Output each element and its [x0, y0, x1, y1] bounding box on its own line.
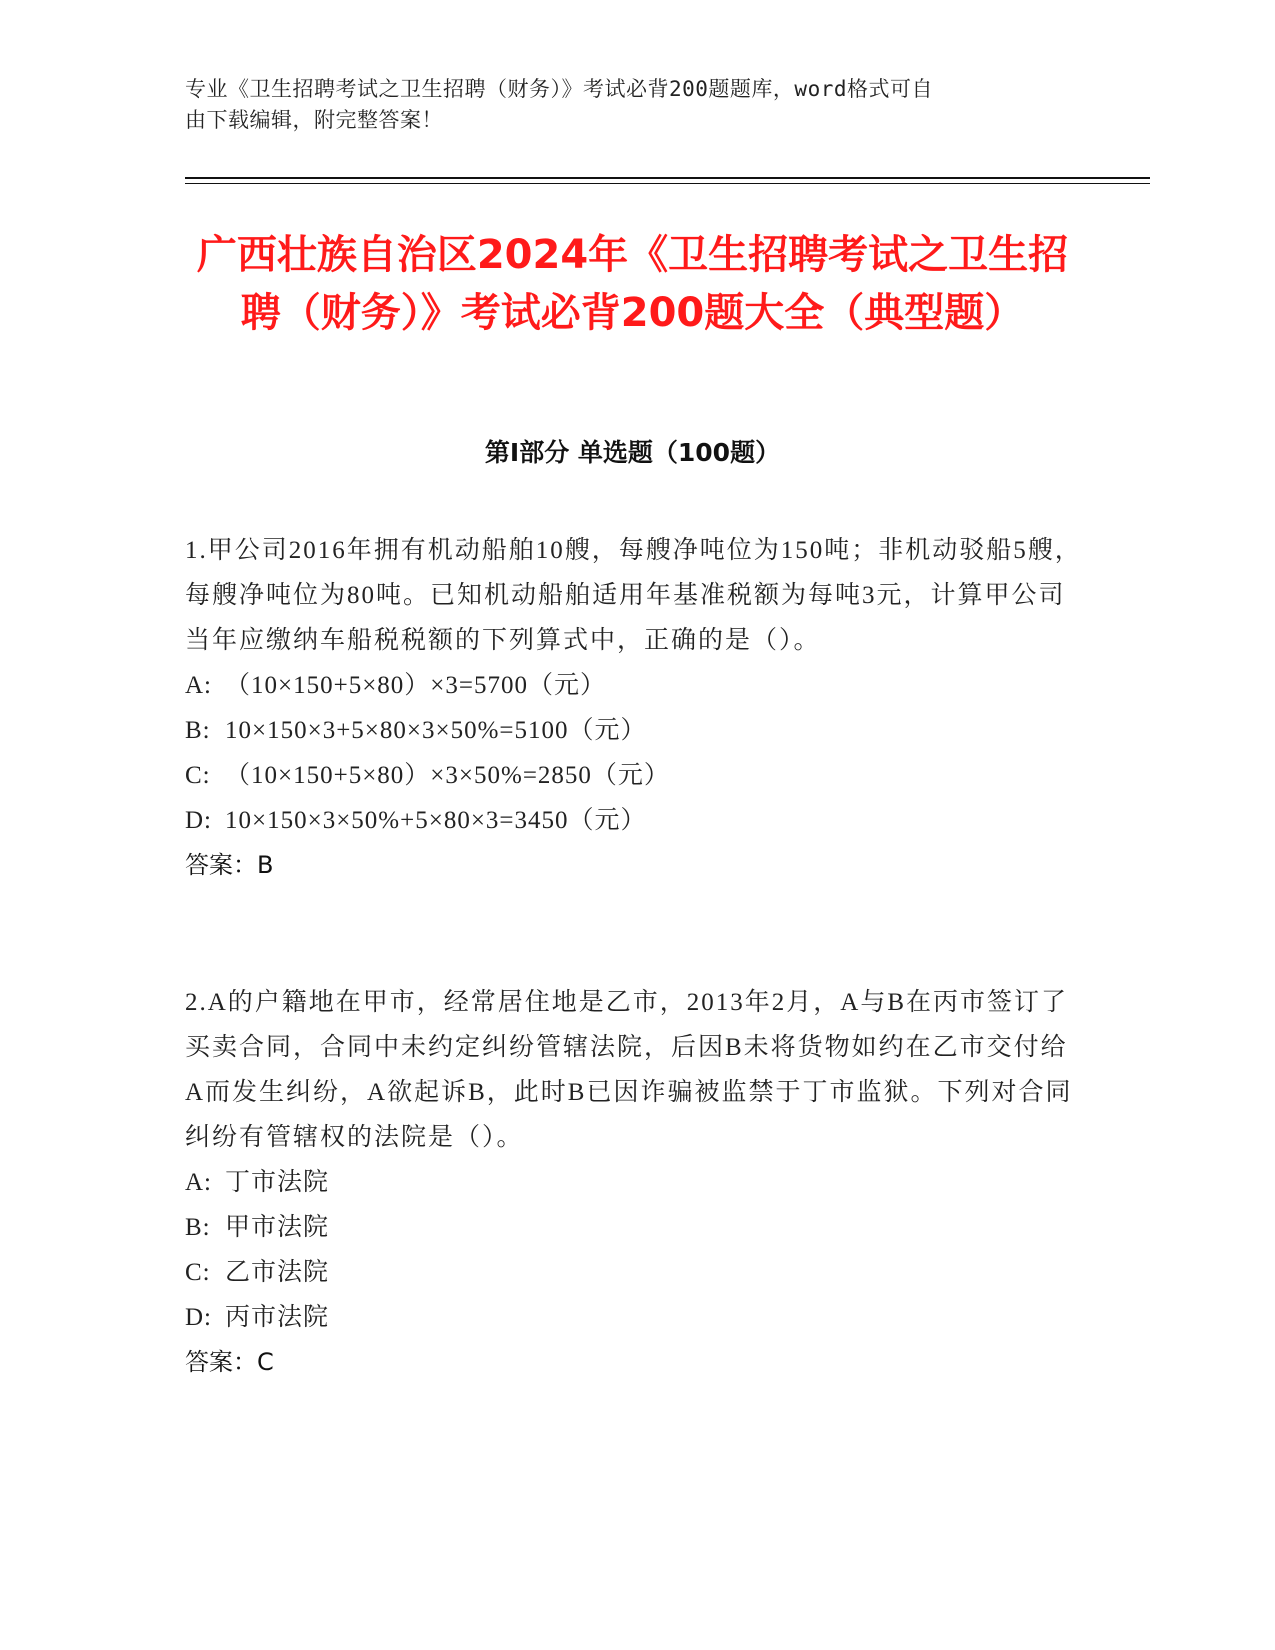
option-label: D:: [185, 807, 212, 834]
option-text: 10×150×3+5×80×3×50%=5100（元）: [225, 717, 647, 744]
answer-line: 答案：C: [185, 1348, 274, 1376]
option-label: A:: [185, 672, 212, 699]
option-c: [185, 1250, 1085, 1295]
option-d: [185, 1295, 1085, 1340]
document-title: 广西壮族自治区2024年《卫生招聘考试之卫生招聘（财务）》考试必背200题大全（典型题）: [196, 232, 1069, 336]
option-text: 乙市法院: [225, 1259, 330, 1286]
intro-text: [185, 74, 1065, 136]
header-divider-thin: [185, 183, 1150, 184]
question-2: [185, 980, 1085, 1385]
intro-line-1: 专业《卫生招聘考试之卫生招聘（财务）》考试必背200题题库，word格式可自: [185, 77, 933, 101]
option-label: D:: [185, 1304, 212, 1331]
option-label: B:: [185, 1214, 211, 1241]
option-text: 丁市法院: [225, 1169, 330, 1196]
option-label: C:: [185, 1259, 211, 1286]
option-b: [185, 1205, 1085, 1250]
option-label: C:: [185, 762, 211, 789]
option-c: [185, 753, 1085, 798]
option-text: （10×150+5×80）×3=5700（元）: [225, 672, 606, 699]
question-stem: 2.A的户籍地在甲市，经常居住地是乙市，2013年2月，A与B在丙市签订了买卖合同，合同中未约定纠纷管辖法院，后因B未将货物如约在乙市交付给A而发生纠纷，A欲起诉B，此时B已因诈骗被监禁于丁市监狱。下列对合同纠纷有管辖权的法院是（）。: [185, 989, 1073, 1151]
intro-line-2: 由下载编辑，附完整答案！: [185, 108, 443, 132]
option-label: A:: [185, 1169, 212, 1196]
option-d: [185, 798, 1085, 843]
question-1: [185, 528, 1085, 888]
answer-line: 答案：B: [185, 851, 274, 879]
option-text: 10×150×3×50%+5×80×3=3450（元）: [225, 807, 647, 834]
option-label: B:: [185, 717, 211, 744]
option-a: [185, 1160, 1085, 1205]
question-stem: 1.甲公司2016年拥有机动船舶10艘，每艘净吨位为150吨；非机动驳船5艘，每艘净吨位为80吨。已知机动船舶适用年基准税额为每吨3元，计算甲公司当年应缴纳车船税税额的下列算式中，正确的是（）。: [185, 537, 1082, 654]
section-heading: 第Ⅰ部分 单选题（100题）: [484, 438, 781, 467]
option-text: 甲市法院: [225, 1214, 330, 1241]
option-a: [185, 663, 1085, 708]
option-text: （10×150+5×80）×3×50%=2850（元）: [225, 762, 670, 789]
option-b: [185, 708, 1085, 753]
header-divider-thick: [185, 177, 1150, 179]
option-text: 丙市法院: [225, 1304, 330, 1331]
